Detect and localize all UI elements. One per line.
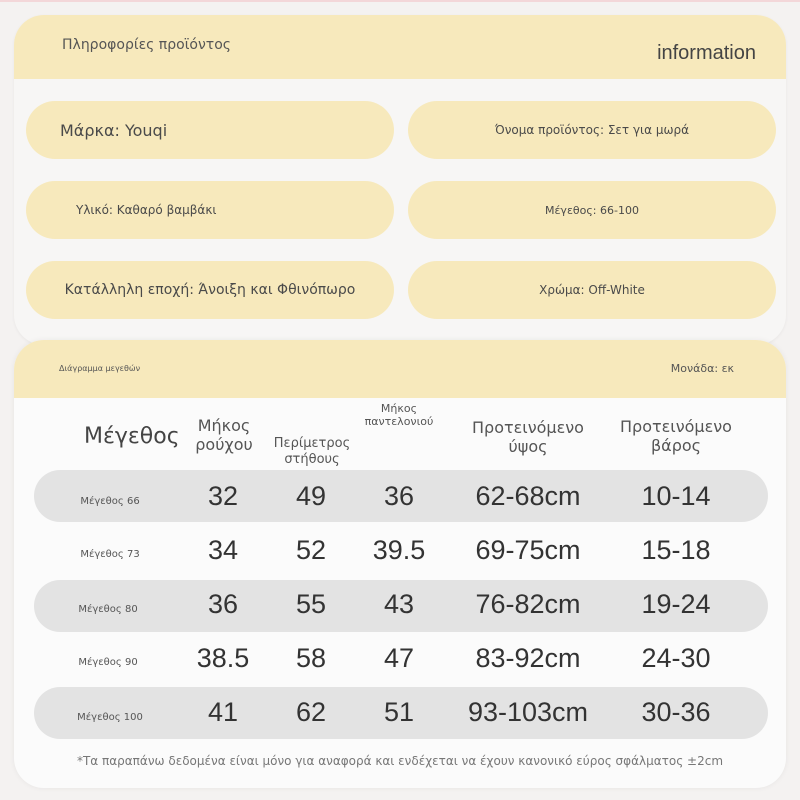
chest-cell: 49	[295, 481, 327, 511]
color-text: Χρώμα: Off-White	[539, 283, 645, 297]
size-label: Μέγεθος 80	[78, 604, 138, 615]
height-cell: 83-92cm	[475, 643, 581, 673]
length-cell: 36	[207, 589, 239, 619]
color-pill	[408, 261, 776, 319]
size-chart-title: Διάγραμμα μεγεθών	[59, 364, 141, 373]
pants-cell: 39.5	[372, 535, 426, 565]
brand-text: Μάρκα: Youqi	[60, 120, 168, 140]
length-cell: 38.5	[196, 643, 250, 673]
size-chart-card	[14, 340, 786, 788]
size-range-text: Μέγεθος: 66-100	[545, 203, 639, 217]
material-pill	[26, 181, 394, 239]
weight-cell: 10-14	[641, 481, 711, 511]
height-cell: 93-103cm	[467, 697, 589, 727]
chest-cell: 58	[295, 643, 327, 673]
size-label: Μέγεθος 90	[78, 657, 138, 668]
size-range-pill	[408, 181, 776, 239]
header-recommended-weight: Προτεινόμενο βάρος	[620, 417, 732, 456]
weight-cell: 30-36	[641, 697, 711, 727]
weight-cell: 19-24	[641, 589, 711, 619]
material-text: Υλικό: Καθαρό βαμβάκι	[76, 203, 217, 217]
height-cell: 62-68cm	[475, 481, 581, 511]
top-accent-line	[0, 0, 800, 2]
product-info-header	[14, 15, 786, 79]
height-cell: 69-75cm	[475, 535, 581, 565]
season-pill	[26, 261, 394, 319]
chest-cell: 52	[295, 535, 327, 565]
product-name-text: Όνομα προϊόντος: Σετ για μωρά	[494, 123, 690, 137]
product-info-title: Πληροφορίες προϊόντος	[62, 37, 232, 53]
unit-label: Μονάδα: εκ	[670, 362, 734, 375]
length-cell: 34	[207, 535, 239, 565]
disclaimer-footnote: *Τα παραπάνω δεδομένα είναι μόνο για αναφορά και ενδέχεται να έχουν κανονικό εύρος σφάλματος ±2cm	[76, 754, 724, 768]
season-text: Κατάλληλη εποχή: Άνοιξη και Φθινόπωρο	[64, 282, 356, 298]
size-label: Μέγεθος 66	[80, 496, 140, 507]
length-cell: 32	[207, 481, 239, 511]
header-pants-length: Μήκος παντελονιού	[364, 402, 434, 429]
header-size: Μέγεθος	[84, 424, 180, 449]
product-name-pill	[408, 101, 776, 159]
header-garment-length: Μήκος ρούχου	[195, 416, 253, 455]
weight-cell: 24-30	[641, 643, 711, 673]
pants-cell: 43	[383, 589, 415, 619]
length-cell: 41	[207, 697, 239, 727]
size-label: Μέγεθος 73	[80, 549, 140, 560]
height-cell: 76-82cm	[475, 589, 581, 619]
brand-pill	[26, 101, 394, 159]
pants-cell: 36	[383, 481, 415, 511]
product-info-card	[14, 15, 786, 345]
header-chest: Περίμετρος στήθους	[273, 436, 351, 467]
weight-cell: 15-18	[641, 535, 711, 565]
information-tag: information	[657, 42, 756, 64]
header-recommended-height: Προτεινόμενο ύψος	[472, 418, 584, 457]
chest-cell: 55	[295, 589, 327, 619]
pants-cell: 51	[383, 697, 415, 727]
pants-cell: 47	[383, 643, 415, 673]
size-chart-header	[14, 340, 786, 398]
size-label: Μέγεθος 100	[77, 712, 143, 723]
chest-cell: 62	[295, 697, 327, 727]
